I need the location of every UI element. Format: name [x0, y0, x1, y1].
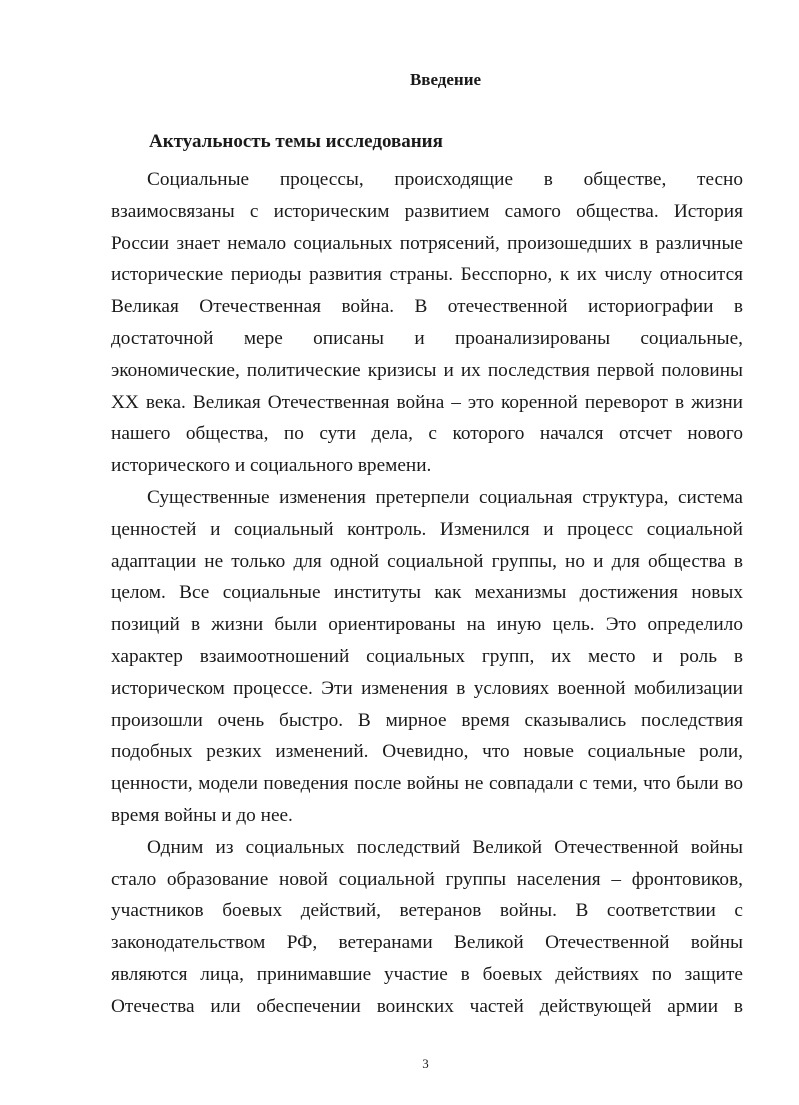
text-line: достаточной мере описаны и проанализированы социальные,	[111, 327, 743, 349]
text-line: произошли очень быстро. В мирное время сказывались последствия	[111, 709, 743, 731]
text-line: Великая Отечественная война. В отечественной историографии в	[111, 296, 743, 318]
text-line: адаптации не только для одной социальной группы, но и для общества в	[111, 550, 743, 572]
paragraph	[111, 164, 743, 482]
text-line: характер взаимоотношений социальных групп, их место и роль в	[111, 645, 743, 667]
text-line: историческом процессе. Эти изменения в условиях военной мобилизации	[111, 677, 743, 699]
subsection-heading: Актуальность темы исследования	[149, 131, 443, 152]
text-line: ценностей и социальный контроль. Изменился и процесс социальной	[111, 518, 743, 540]
text-line: ценности, модели поведения после войны не совпадали с теми, что были во	[111, 773, 743, 795]
text-line: целом. Все социальные институты как механизмы достижения новых	[111, 582, 743, 604]
text-line: подобных резких изменений. Очевидно, что новые социальные роли,	[111, 741, 743, 763]
text-line: Социальные процессы, происходящие в обществе, тесно	[147, 169, 743, 190]
text-line: исторические периоды развития страны. Бесспорно, к их числу относится	[111, 264, 743, 286]
paragraph	[111, 832, 743, 1023]
text-line: Отечества или обеспечении воинских частей действующей армии в	[111, 995, 743, 1017]
text-line: Существенные изменения претерпели социальная структура, система	[147, 486, 743, 508]
body-text	[111, 164, 743, 1023]
text-line: Одним из социальных последствий Великой Отечественной войны	[147, 836, 743, 858]
section-title: Введение	[409, 70, 482, 89]
text-line: нашего общества, по сути дела, с которого начался отсчет нового	[111, 423, 743, 445]
text-line: позиций в жизни были ориентированы на иную цель. Это определило	[111, 614, 743, 636]
text-line: участников боевых действий, ветеранов войны. В соответствии с	[111, 900, 743, 922]
text-line: исторического и социального времени.	[111, 455, 432, 477]
text-line: XX века. Великая Отечественная война – это коренной переворот в жизни	[111, 391, 743, 413]
paragraph	[111, 482, 743, 832]
text-line: взаимосвязаны с историческим развитием самого общества. История	[111, 200, 743, 222]
text-line: являются лица, принимавшие участие в боевых действиях по защите	[111, 963, 743, 985]
text-line: законодательством РФ, ветеранами Великой Отечественной войны	[111, 932, 743, 954]
text-line: стало образование новой социальной группы населения – фронтовиков,	[111, 868, 743, 890]
page-number: 3	[422, 1056, 429, 1071]
text-line: России знает немало социальных потрясений, произошедших в различные	[111, 232, 743, 254]
text-line: время войны и до нее.	[111, 804, 293, 826]
text-line: экономические, политические кризисы и их последствия первой половины	[111, 359, 743, 381]
